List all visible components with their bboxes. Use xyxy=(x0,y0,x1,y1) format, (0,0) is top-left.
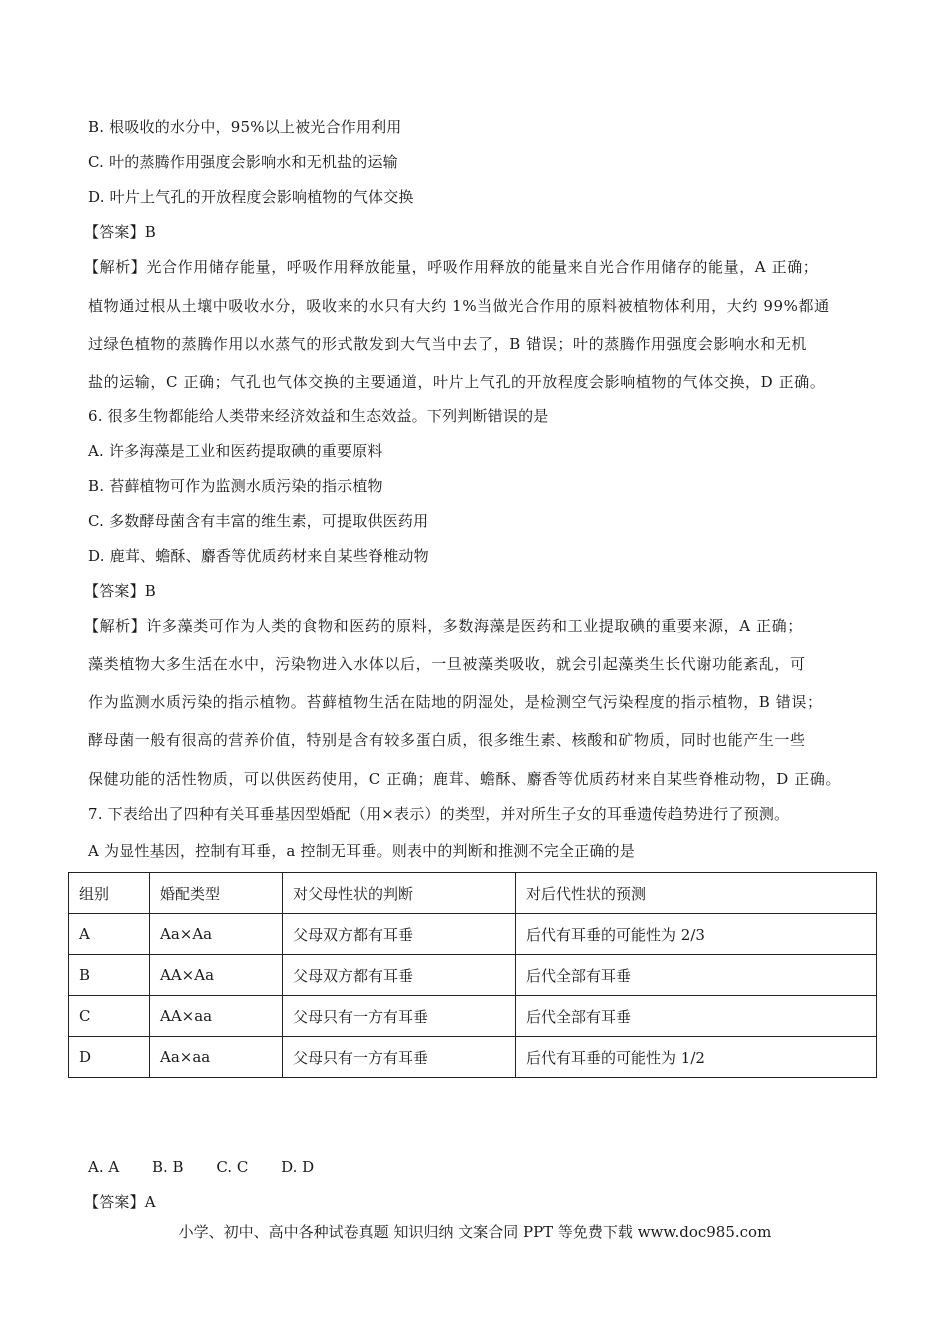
table-cell: 父母只有一方有耳垂 xyxy=(283,1037,516,1078)
q6-option-c: C. 多数酵母菌含有丰富的维生素，可提取供医药用 xyxy=(88,512,429,530)
table-cell: C xyxy=(69,996,150,1037)
q6-analysis-line-1: 【解析】许多藻类可作为人类的食物和医药的原料，多数海藻是医药和工业提取碘的重要来源，A 正确； xyxy=(84,617,803,635)
table-row xyxy=(69,914,877,955)
q6-option-a: A. 许多海藻是工业和医药提取碘的重要原料 xyxy=(88,442,383,460)
table-header-cell: 对后代性状的预测 xyxy=(516,873,877,914)
table-cell: D xyxy=(69,1037,150,1078)
q6-analysis-line-4: 酵母菌一般有很高的营养价值，特别是含有较多蛋白质，很多维生素、核酸和矿物质，同时也能产生一些 xyxy=(88,731,806,749)
q6-option-d: D. 鹿茸、蟾酥、麝香等优质药材来自某些脊椎动物 xyxy=(88,547,429,565)
q7-option-c: C. C xyxy=(216,1158,249,1176)
q5-analysis-line-3: 过绿色植物的蒸腾作用以水蒸气的形式散发到大气当中去了，B 错误；叶的蒸腾作用强度会影响水和无机 xyxy=(88,335,807,353)
table-header-row xyxy=(69,873,877,914)
q6-analysis-line-5: 保健功能的活性物质，可以供医药使用，C 正确；鹿茸、蟾酥、麝香等优质药材来自某些脊椎动物，D 正确。 xyxy=(88,770,842,788)
table-cell: 父母双方都有耳垂 xyxy=(283,955,516,996)
q5-option-b: B. 根吸收的水分中，95%以上被光合作用利用 xyxy=(88,118,402,136)
q6-analysis-line-3: 作为监测水质污染的指示植物。苔藓植物生活在陆地的阴湿处，是检测空气污染程度的指示植物，B 错误； xyxy=(88,693,823,711)
q6-option-b: B. 苔藓植物可作为监测水质污染的指示植物 xyxy=(88,477,383,495)
q6-analysis-line-2: 藻类植物大多生活在水中，污染物进入水体以后，一旦被藻类吸收，就会引起藻类生长代谢功能紊乱，可 xyxy=(88,655,806,673)
q7-options xyxy=(88,1157,314,1177)
table-header-cell: 组别 xyxy=(69,873,150,914)
table-cell: AA×Aa xyxy=(150,955,283,996)
table-cell: 后代全部有耳垂 xyxy=(516,996,877,1037)
table-cell: 后代有耳垂的可能性为 2/3 xyxy=(516,914,877,955)
q5-answer: 【答案】B xyxy=(84,223,157,241)
q7-option-a: A. A xyxy=(88,1158,120,1176)
q5-option-d: D. 叶片上气孔的开放程度会影响植物的气体交换 xyxy=(88,188,414,206)
table-row xyxy=(69,955,877,996)
q6-stem: 6. 很多生物都能给人类带来经济效益和生态效益。下列判断错误的是 xyxy=(88,407,549,425)
page-footer: 小学、初中、高中各种试卷真题 知识归纳 文案合同 PPT 等免费下载 www.doc985.com xyxy=(178,1223,772,1241)
table-row xyxy=(69,996,877,1037)
table-header-cell: 婚配类型 xyxy=(150,873,283,914)
q7-stem-line-2: A 为显性基因，控制有耳垂，a 控制无耳垂。则表中的判断和推测不完全正确的是 xyxy=(88,842,635,860)
table-cell: 后代全部有耳垂 xyxy=(516,955,877,996)
table-cell: 父母双方都有耳垂 xyxy=(283,914,516,955)
q7-stem-line-1: 7. 下表给出了四种有关耳垂基因型婚配（用×表示）的类型，并对所生子女的耳垂遗传趋势进行了预测。 xyxy=(88,805,790,823)
q6-answer: 【答案】B xyxy=(84,582,157,600)
table-cell: 后代有耳垂的可能性为 1/2 xyxy=(516,1037,877,1078)
table-cell: 父母只有一方有耳垂 xyxy=(283,996,516,1037)
q7-option-d: D. D xyxy=(281,1158,315,1176)
table-cell: AA×aa xyxy=(150,996,283,1037)
q7-option-b: B. B xyxy=(151,1158,184,1176)
q5-analysis-line-2: 植物通过根从土壤中吸收水分，吸收来的水只有大约 1%当做光合作用的原料被植物体利用，大约 99%都通 xyxy=(88,297,830,315)
table-cell: A xyxy=(69,914,150,955)
q7-genotype-table xyxy=(68,872,877,1078)
table-cell: B xyxy=(69,955,150,996)
q5-analysis-line-4: 盐的运输，C 正确；气孔也气体交换的主要通道，叶片上气孔的开放程度会影响植物的气体交换，D 正确。 xyxy=(88,373,826,391)
q7-answer: 【答案】A xyxy=(84,1193,156,1211)
table-row xyxy=(69,1037,877,1078)
table-cell: Aa×aa xyxy=(150,1037,283,1078)
q5-option-c: C. 叶的蒸腾作用强度会影响水和无机盐的运输 xyxy=(88,153,398,171)
table-cell: Aa×Aa xyxy=(150,914,283,955)
q5-analysis-line-1: 【解析】光合作用储存能量，呼吸作用释放能量，呼吸作用释放的能量来自光合作用储存的能量，A 正确； xyxy=(84,258,819,276)
table-header-cell: 对父母性状的判断 xyxy=(283,873,516,914)
